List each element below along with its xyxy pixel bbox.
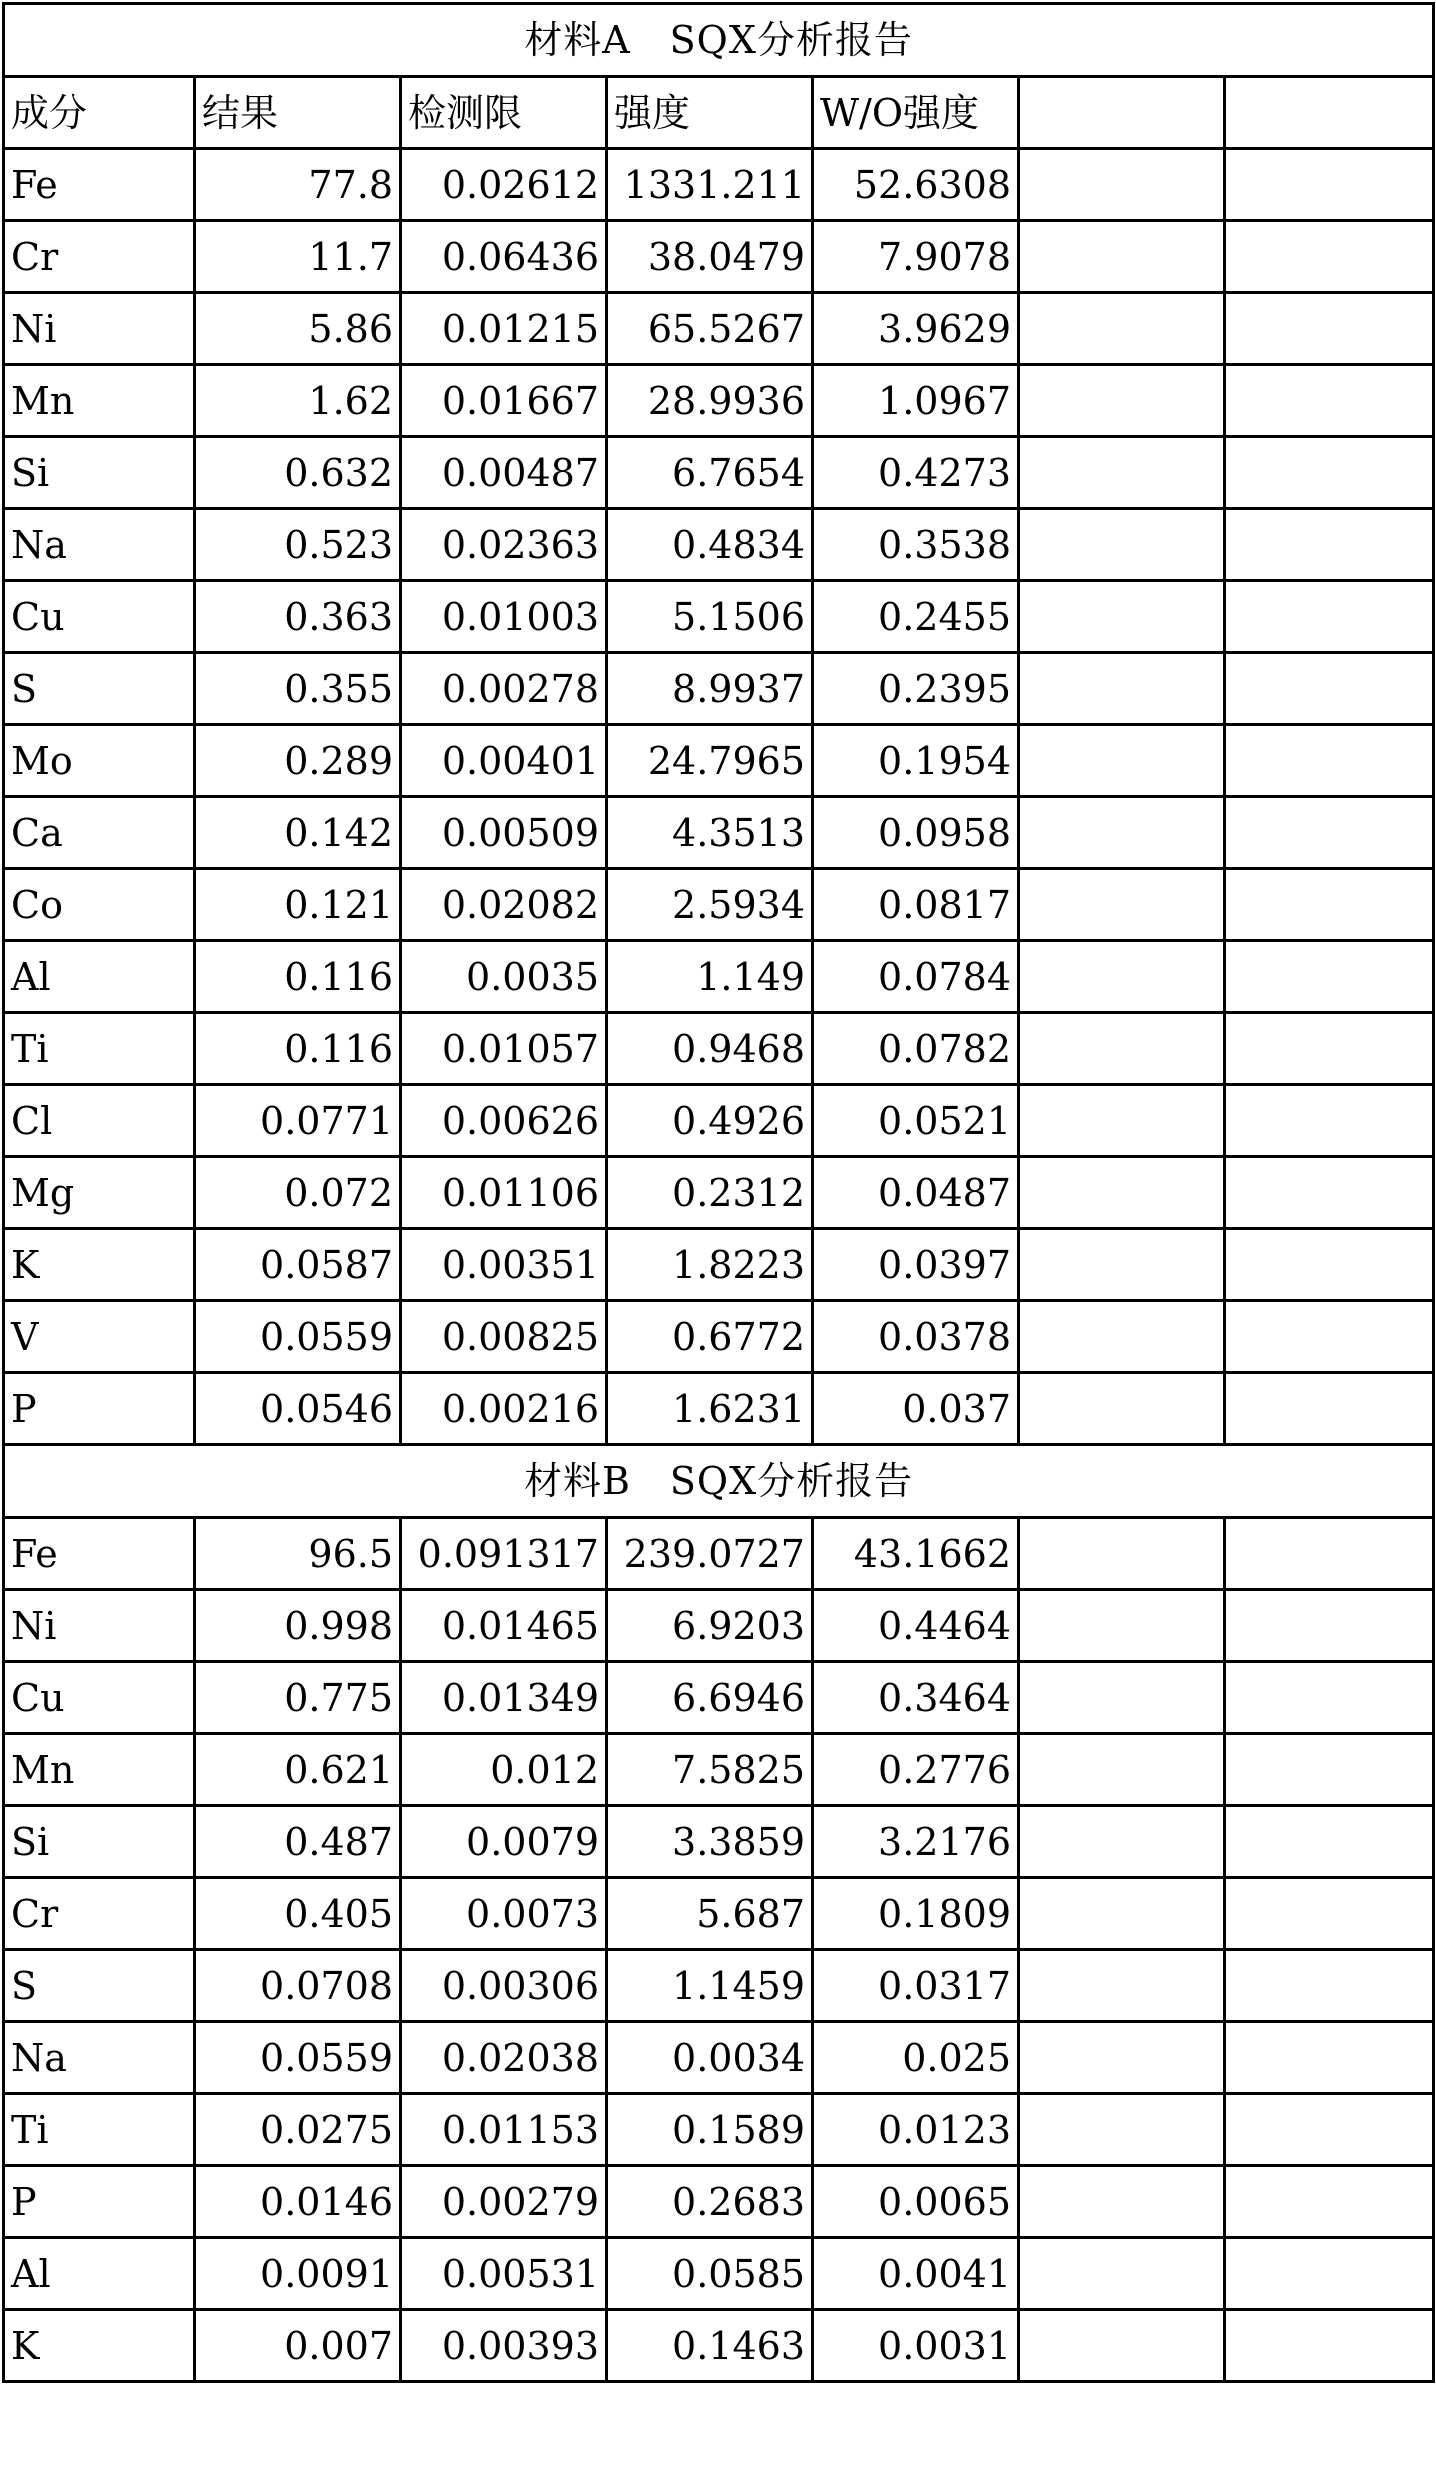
table-row — [4, 1950, 1434, 2022]
wo-intensity-cell: 0.0031 — [813, 2310, 1019, 2382]
result-cell: 0.775 — [195, 1662, 401, 1734]
component-cell: P — [4, 2166, 195, 2238]
intensity-cell: 1.1459 — [607, 1950, 813, 2022]
blank-cell — [1019, 1229, 1225, 1301]
detection-limit-cell: 0.00278 — [401, 653, 607, 725]
table-row — [4, 2022, 1434, 2094]
blank-header-cell — [1019, 77, 1225, 149]
blank-cell — [1225, 2238, 1434, 2310]
intensity-cell: 3.3859 — [607, 1806, 813, 1878]
table-row — [4, 797, 1434, 869]
intensity-cell: 1331.211 — [607, 149, 813, 221]
blank-cell — [1225, 221, 1434, 293]
detection-limit-cell: 0.00825 — [401, 1301, 607, 1373]
blank-cell — [1019, 869, 1225, 941]
intensity-cell: 0.4834 — [607, 509, 813, 581]
detection-limit-cell: 0.01465 — [401, 1590, 607, 1662]
blank-cell — [1225, 941, 1434, 1013]
table-row — [4, 1806, 1434, 1878]
wo-intensity-cell: 0.0065 — [813, 2166, 1019, 2238]
component-cell: Cu — [4, 581, 195, 653]
table-row — [4, 1013, 1434, 1085]
intensity-cell: 28.9936 — [607, 365, 813, 437]
intensity-cell: 0.4926 — [607, 1085, 813, 1157]
result-cell: 0.998 — [195, 1590, 401, 1662]
wo-intensity-cell: 3.2176 — [813, 1806, 1019, 1878]
intensity-cell: 65.5267 — [607, 293, 813, 365]
table-row — [4, 1085, 1434, 1157]
detection-limit-cell: 0.0035 — [401, 941, 607, 1013]
table-row — [4, 581, 1434, 653]
wo-intensity-cell: 0.0397 — [813, 1229, 1019, 1301]
intensity-cell: 6.7654 — [607, 437, 813, 509]
sqx-report-table — [2, 2, 1435, 2383]
blank-cell — [1019, 1157, 1225, 1229]
blank-cell — [1019, 1590, 1225, 1662]
intensity-cell: 6.6946 — [607, 1662, 813, 1734]
detection-limit-cell: 0.02038 — [401, 2022, 607, 2094]
blank-cell — [1225, 2166, 1434, 2238]
detection-limit-cell: 0.01057 — [401, 1013, 607, 1085]
table-row — [4, 437, 1434, 509]
component-cell: Na — [4, 509, 195, 581]
wo-intensity-cell: 0.2455 — [813, 581, 1019, 653]
wo-intensity-cell: 0.1809 — [813, 1878, 1019, 1950]
component-cell: Al — [4, 2238, 195, 2310]
wo-intensity-cell: 1.0967 — [813, 365, 1019, 437]
table-row — [4, 1301, 1434, 1373]
table-row — [4, 653, 1434, 725]
blank-cell — [1225, 653, 1434, 725]
component-cell: Cu — [4, 1662, 195, 1734]
detection-limit-cell: 0.00279 — [401, 2166, 607, 2238]
blank-cell — [1019, 1806, 1225, 1878]
table-row — [4, 1878, 1434, 1950]
component-cell: Al — [4, 941, 195, 1013]
blank-cell — [1019, 2310, 1225, 2382]
blank-cell — [1019, 725, 1225, 797]
blank-cell — [1019, 2022, 1225, 2094]
blank-cell — [1225, 365, 1434, 437]
wo-intensity-cell: 0.3538 — [813, 509, 1019, 581]
blank-cell — [1019, 1950, 1225, 2022]
table-row — [4, 1590, 1434, 1662]
detection-limit-cell: 0.01667 — [401, 365, 607, 437]
component-cell: Na — [4, 2022, 195, 2094]
component-cell: Ti — [4, 2094, 195, 2166]
blank-cell — [1225, 797, 1434, 869]
table-body — [4, 4, 1434, 2382]
blank-cell — [1019, 1878, 1225, 1950]
blank-cell — [1019, 2094, 1225, 2166]
table-row — [4, 221, 1434, 293]
wo-intensity-cell: 3.9629 — [813, 293, 1019, 365]
wo-intensity-cell: 0.0123 — [813, 2094, 1019, 2166]
result-cell: 0.0559 — [195, 2022, 401, 2094]
wo-intensity-cell: 0.0041 — [813, 2238, 1019, 2310]
detection-limit-cell: 0.01215 — [401, 293, 607, 365]
table-row — [4, 2238, 1434, 2310]
intensity-cell: 0.2312 — [607, 1157, 813, 1229]
detection-limit-cell: 0.00626 — [401, 1085, 607, 1157]
result-cell: 0.116 — [195, 941, 401, 1013]
wo-intensity-cell: 0.1954 — [813, 725, 1019, 797]
intensity-cell: 6.9203 — [607, 1590, 813, 1662]
blank-cell — [1225, 1518, 1434, 1590]
table-row — [4, 2310, 1434, 2382]
blank-cell — [1019, 2166, 1225, 2238]
result-cell: 77.8 — [195, 149, 401, 221]
blank-cell — [1225, 869, 1434, 941]
result-cell: 0.355 — [195, 653, 401, 725]
detection-limit-cell: 0.06436 — [401, 221, 607, 293]
result-cell: 0.0275 — [195, 2094, 401, 2166]
result-cell: 0.289 — [195, 725, 401, 797]
table-row — [4, 2166, 1434, 2238]
wo-intensity-cell: 7.9078 — [813, 221, 1019, 293]
detection-limit-cell: 0.01349 — [401, 1662, 607, 1734]
intensity-cell: 1.149 — [607, 941, 813, 1013]
component-cell: S — [4, 653, 195, 725]
component-cell: Co — [4, 869, 195, 941]
blank-cell — [1225, 293, 1434, 365]
intensity-cell: 7.5825 — [607, 1734, 813, 1806]
wo-intensity-cell: 0.2776 — [813, 1734, 1019, 1806]
detection-limit-cell: 0.00306 — [401, 1950, 607, 2022]
component-cell: Si — [4, 437, 195, 509]
result-cell: 0.072 — [195, 1157, 401, 1229]
blank-cell — [1225, 1878, 1434, 1950]
table-row — [4, 365, 1434, 437]
detection-limit-cell: 0.0079 — [401, 1806, 607, 1878]
blank-cell — [1019, 149, 1225, 221]
component-cell: Mo — [4, 725, 195, 797]
table-row — [4, 725, 1434, 797]
detection-limit-cell: 0.00351 — [401, 1229, 607, 1301]
result-cell: 1.62 — [195, 365, 401, 437]
blank-cell — [1225, 725, 1434, 797]
table-row — [4, 2094, 1434, 2166]
component-cell: Ni — [4, 1590, 195, 1662]
column-header: 成分 — [4, 77, 195, 149]
result-cell: 0.121 — [195, 869, 401, 941]
table-row — [4, 1734, 1434, 1806]
blank-cell — [1225, 509, 1434, 581]
result-cell: 0.487 — [195, 1806, 401, 1878]
result-cell: 0.363 — [195, 581, 401, 653]
component-cell: Ca — [4, 797, 195, 869]
component-cell: K — [4, 1229, 195, 1301]
result-cell: 0.0587 — [195, 1229, 401, 1301]
blank-cell — [1019, 653, 1225, 725]
blank-cell — [1019, 797, 1225, 869]
wo-intensity-cell: 0.0487 — [813, 1157, 1019, 1229]
section-title: 材料A SQX分析报告 — [4, 4, 1434, 77]
component-cell: Fe — [4, 149, 195, 221]
intensity-cell: 0.1589 — [607, 2094, 813, 2166]
table-row — [4, 293, 1434, 365]
wo-intensity-cell: 0.2395 — [813, 653, 1019, 725]
table-row — [4, 1229, 1434, 1301]
wo-intensity-cell: 0.037 — [813, 1373, 1019, 1445]
detection-limit-cell: 0.00487 — [401, 437, 607, 509]
blank-cell — [1019, 437, 1225, 509]
column-header: W/O强度 — [813, 77, 1019, 149]
result-cell: 0.0146 — [195, 2166, 401, 2238]
detection-limit-cell: 0.01106 — [401, 1157, 607, 1229]
intensity-cell: 2.5934 — [607, 869, 813, 941]
blank-header-cell — [1225, 77, 1434, 149]
intensity-cell: 0.9468 — [607, 1013, 813, 1085]
wo-intensity-cell: 0.0378 — [813, 1301, 1019, 1373]
detection-limit-cell: 0.01003 — [401, 581, 607, 653]
result-cell: 0.621 — [195, 1734, 401, 1806]
intensity-cell: 0.6772 — [607, 1301, 813, 1373]
wo-intensity-cell: 0.025 — [813, 2022, 1019, 2094]
result-cell: 0.142 — [195, 797, 401, 869]
blank-cell — [1019, 1373, 1225, 1445]
wo-intensity-cell: 52.6308 — [813, 149, 1019, 221]
intensity-cell: 38.0479 — [607, 221, 813, 293]
component-cell: Si — [4, 1806, 195, 1878]
wo-intensity-cell: 0.0317 — [813, 1950, 1019, 2022]
wo-intensity-cell: 0.0817 — [813, 869, 1019, 941]
blank-cell — [1019, 2238, 1225, 2310]
result-cell: 0.0708 — [195, 1950, 401, 2022]
column-header: 强度 — [607, 77, 813, 149]
blank-cell — [1019, 1734, 1225, 1806]
wo-intensity-cell: 0.4273 — [813, 437, 1019, 509]
blank-cell — [1019, 365, 1225, 437]
blank-cell — [1019, 221, 1225, 293]
intensity-cell: 4.3513 — [607, 797, 813, 869]
column-header: 检测限 — [401, 77, 607, 149]
result-cell: 0.632 — [195, 437, 401, 509]
blank-cell — [1019, 1662, 1225, 1734]
intensity-cell: 1.6231 — [607, 1373, 813, 1445]
component-cell: S — [4, 1950, 195, 2022]
result-cell: 0.007 — [195, 2310, 401, 2382]
component-cell: Ti — [4, 1013, 195, 1085]
intensity-cell: 24.7965 — [607, 725, 813, 797]
wo-intensity-cell: 43.1662 — [813, 1518, 1019, 1590]
blank-cell — [1225, 1229, 1434, 1301]
detection-limit-cell: 0.00393 — [401, 2310, 607, 2382]
result-cell: 0.405 — [195, 1878, 401, 1950]
wo-intensity-cell: 0.0958 — [813, 797, 1019, 869]
component-cell: Ni — [4, 293, 195, 365]
table-row — [4, 509, 1434, 581]
detection-limit-cell: 0.02612 — [401, 149, 607, 221]
detection-limit-cell: 0.0073 — [401, 1878, 607, 1950]
header-row — [4, 77, 1434, 149]
intensity-cell: 1.8223 — [607, 1229, 813, 1301]
component-cell: Fe — [4, 1518, 195, 1590]
component-cell: Mg — [4, 1157, 195, 1229]
blank-cell — [1225, 2022, 1434, 2094]
intensity-cell: 5.687 — [607, 1878, 813, 1950]
result-cell: 96.5 — [195, 1518, 401, 1590]
result-cell: 5.86 — [195, 293, 401, 365]
result-cell: 0.523 — [195, 509, 401, 581]
table-row — [4, 941, 1434, 1013]
result-cell: 0.0091 — [195, 2238, 401, 2310]
blank-cell — [1225, 2310, 1434, 2382]
result-cell: 0.0559 — [195, 1301, 401, 1373]
table-row — [4, 149, 1434, 221]
intensity-cell: 8.9937 — [607, 653, 813, 725]
table-row — [4, 1662, 1434, 1734]
blank-cell — [1019, 941, 1225, 1013]
blank-cell — [1225, 1734, 1434, 1806]
component-cell: Mn — [4, 365, 195, 437]
component-cell: Cr — [4, 1878, 195, 1950]
component-cell: Cl — [4, 1085, 195, 1157]
wo-intensity-cell: 0.3464 — [813, 1662, 1019, 1734]
blank-cell — [1225, 1013, 1434, 1085]
blank-cell — [1225, 437, 1434, 509]
component-cell: V — [4, 1301, 195, 1373]
column-header: 结果 — [195, 77, 401, 149]
result-cell: 0.116 — [195, 1013, 401, 1085]
intensity-cell: 0.1463 — [607, 2310, 813, 2382]
blank-cell — [1225, 2094, 1434, 2166]
result-cell: 11.7 — [195, 221, 401, 293]
blank-cell — [1225, 1590, 1434, 1662]
component-cell: P — [4, 1373, 195, 1445]
blank-cell — [1225, 1806, 1434, 1878]
component-cell: K — [4, 2310, 195, 2382]
detection-limit-cell: 0.02082 — [401, 869, 607, 941]
blank-cell — [1019, 581, 1225, 653]
blank-cell — [1019, 293, 1225, 365]
blank-cell — [1225, 149, 1434, 221]
intensity-cell: 5.1506 — [607, 581, 813, 653]
component-cell: Mn — [4, 1734, 195, 1806]
blank-cell — [1225, 1085, 1434, 1157]
blank-cell — [1019, 1013, 1225, 1085]
blank-cell — [1019, 1518, 1225, 1590]
blank-cell — [1225, 1157, 1434, 1229]
table-row — [4, 869, 1434, 941]
intensity-cell: 0.0034 — [607, 2022, 813, 2094]
detection-limit-cell: 0.091317 — [401, 1518, 607, 1590]
result-cell: 0.0771 — [195, 1085, 401, 1157]
detection-limit-cell: 0.012 — [401, 1734, 607, 1806]
section-title-row — [4, 1445, 1434, 1518]
detection-limit-cell: 0.00531 — [401, 2238, 607, 2310]
wo-intensity-cell: 0.4464 — [813, 1590, 1019, 1662]
detection-limit-cell: 0.00509 — [401, 797, 607, 869]
result-cell: 0.0546 — [195, 1373, 401, 1445]
section-title-row — [4, 4, 1434, 77]
blank-cell — [1225, 1301, 1434, 1373]
intensity-cell: 239.0727 — [607, 1518, 813, 1590]
blank-cell — [1225, 1662, 1434, 1734]
blank-cell — [1019, 509, 1225, 581]
blank-cell — [1225, 581, 1434, 653]
blank-cell — [1225, 1950, 1434, 2022]
wo-intensity-cell: 0.0782 — [813, 1013, 1019, 1085]
intensity-cell: 0.2683 — [607, 2166, 813, 2238]
detection-limit-cell: 0.00401 — [401, 725, 607, 797]
component-cell: Cr — [4, 221, 195, 293]
wo-intensity-cell: 0.0784 — [813, 941, 1019, 1013]
blank-cell — [1225, 1373, 1434, 1445]
detection-limit-cell: 0.02363 — [401, 509, 607, 581]
detection-limit-cell: 0.00216 — [401, 1373, 607, 1445]
wo-intensity-cell: 0.0521 — [813, 1085, 1019, 1157]
intensity-cell: 0.0585 — [607, 2238, 813, 2310]
table-row — [4, 1518, 1434, 1590]
detection-limit-cell: 0.01153 — [401, 2094, 607, 2166]
table-row — [4, 1373, 1434, 1445]
blank-cell — [1019, 1085, 1225, 1157]
table-row — [4, 1157, 1434, 1229]
blank-cell — [1019, 1301, 1225, 1373]
section-title: 材料B SQX分析报告 — [4, 1445, 1434, 1518]
